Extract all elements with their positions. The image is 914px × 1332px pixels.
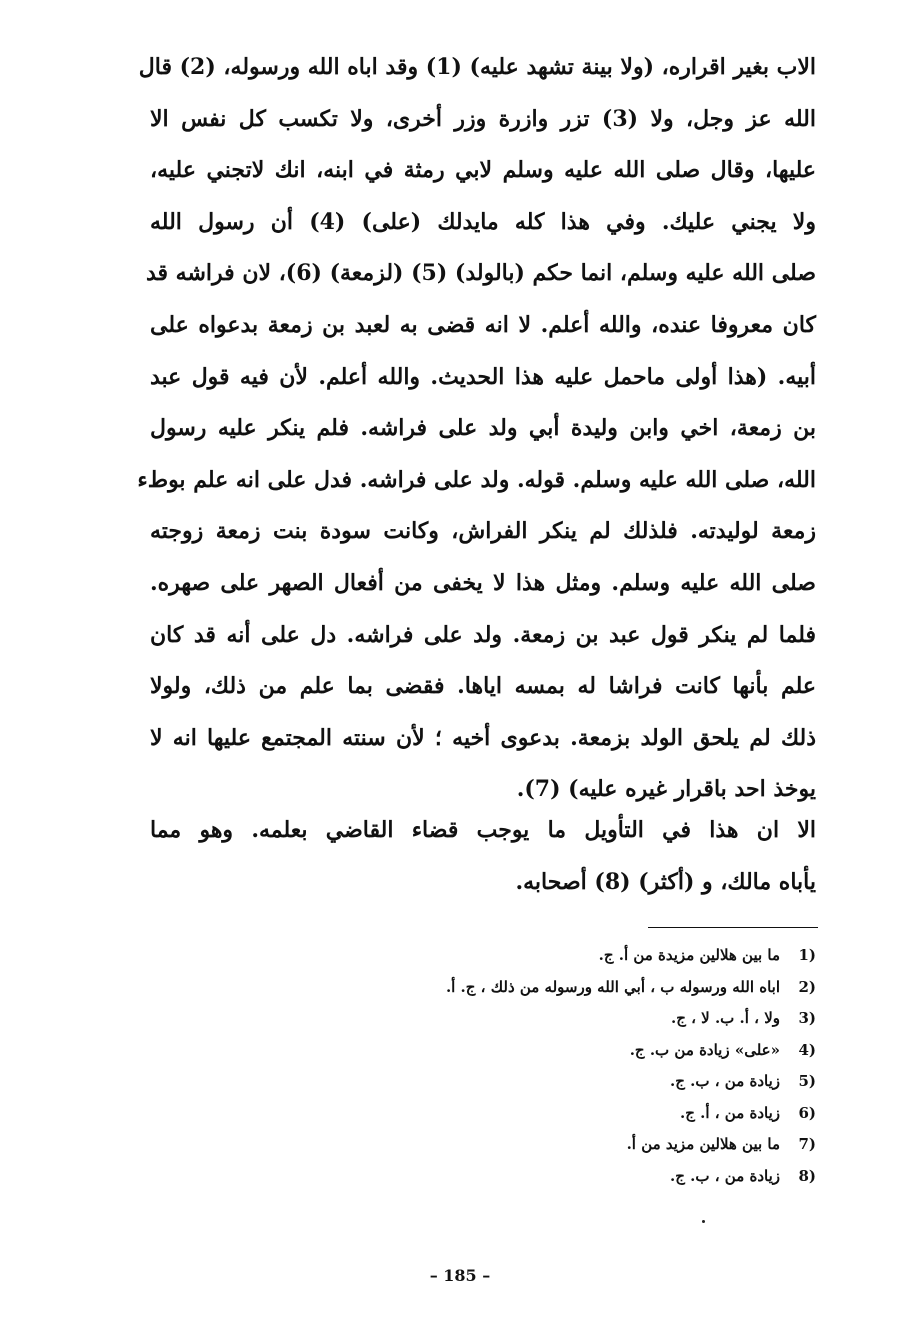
text-line: بن زمعة، اخي وابن وليدة أبي ولد على فراشه. فلم ينكر عليه رسول — [150, 415, 816, 442]
footnote-text: ولا ، أ. ب. لا ، ج. — [670, 1009, 780, 1027]
footnote-item — [360, 1161, 816, 1193]
footnote-text: زيادة من ، ب. ج. — [670, 1072, 780, 1090]
footnote-text: زيادة من ، أ. ج. — [679, 1103, 780, 1122]
text-line: صلى الله عليه وسلم، انما حكم (بالولد) (5) (لزمعة) (6)، لان فراشه قد — [145, 260, 816, 287]
main-paragraph — [137, 42, 816, 816]
footnote-item — [360, 1098, 816, 1130]
footnote-text: ما بين هلالين مزيد من أ. — [626, 1135, 780, 1153]
footnote-item — [360, 1035, 816, 1067]
footnote-text: اباه الله ورسوله ب ، أبي الله ورسوله من ذلك ، ج. أ. — [445, 977, 780, 996]
text-line: كان معروفا عنده، والله أعلم. لا انه قضى به لعبد بن زمعة بدعواه على — [150, 311, 816, 338]
text-line: يوخذ احد باقرار غيره عليه) (7). — [516, 776, 816, 803]
text-line: الله عز وجل، ولا (3) تزر وازرة وزر أخرى، ولا تكسب كل نفس الا — [150, 105, 816, 132]
text-line: زمعة لوليدته. فلذلك لم ينكر الفراش، وكانت سودة بنت زمعة زوجته — [150, 518, 816, 545]
text-line: أبيه. (هذا أولى ماحمل عليه هذا الحديث. والله أعلم. لأن فيه قول عبد — [150, 363, 816, 390]
footnote-number: 8) — [798, 1166, 816, 1185]
footnote-separator — [648, 927, 818, 928]
footnote-item — [360, 1129, 816, 1161]
footnote-item — [360, 940, 816, 972]
footnote-text: ما بين هلالين مزيدة من أ. ج. — [598, 946, 780, 964]
stray-mark — [702, 1220, 705, 1223]
footnote-number: 5) — [798, 1072, 816, 1090]
text-line: ولا يجني عليك. وفي هذا كله مايدلك (على) (4) أن رسول الله — [150, 208, 816, 235]
text-line: فلما لم ينكر قول عبد بن زمعة. ولد على فراشه. دل على أنه قد كان — [150, 621, 816, 648]
footnotes — [360, 940, 816, 1192]
footnote-text: «على» زيادة من ب. ج. — [629, 1040, 780, 1059]
footnote-number: 3) — [798, 1009, 816, 1027]
text-line: عليها، وقال صلى الله عليه وسلم لابي رمثة في ابنه، انك لاتجني عليه، — [150, 157, 816, 184]
footnote-number: 1) — [798, 946, 816, 964]
text-line: الاب بغير اقراره، (ولا بينة تشهد عليه) (1) وقد اباه الله ورسوله، (2) قال — [138, 54, 816, 80]
text-line: صلى الله عليه وسلم. ومثل هذا لا يخفى من أفعال الصهر على صهره. — [150, 569, 816, 596]
footnote-number: 7) — [798, 1135, 816, 1153]
text-line: الا ان هذا في التأويل ما يوجب قضاء القاضي بعلمه. وهو مما — [150, 817, 816, 843]
footnote-item — [360, 1003, 816, 1035]
page-number: – 185 – — [429, 1266, 491, 1285]
text-line: الله، صلى الله عليه وسلم. قوله. ولد على فراشه. فدل على انه علم بوطء — [137, 466, 816, 493]
footnote-text: زيادة من ، ب. ج. — [670, 1166, 780, 1185]
footnote-item — [360, 972, 816, 1004]
text-line: ذلك لم يلحق الولد بزمعة. بدعوى أخيه ؛ لأن سنته المجتمع عليها انه لا — [150, 724, 816, 751]
footnote-number: 6) — [798, 1103, 816, 1122]
text-line: علم بأنها كانت فراشا له بمسه اياها. فقضى بما علم من ذلك، ولولا — [150, 673, 816, 700]
footnote-number: 4) — [798, 1040, 816, 1059]
footnote-number: 2) — [798, 977, 816, 996]
footnote-item — [360, 1066, 816, 1098]
second-paragraph — [150, 805, 816, 908]
text-line: يأباه مالك، و (أكثر) (8) أصحابه. — [515, 868, 816, 895]
